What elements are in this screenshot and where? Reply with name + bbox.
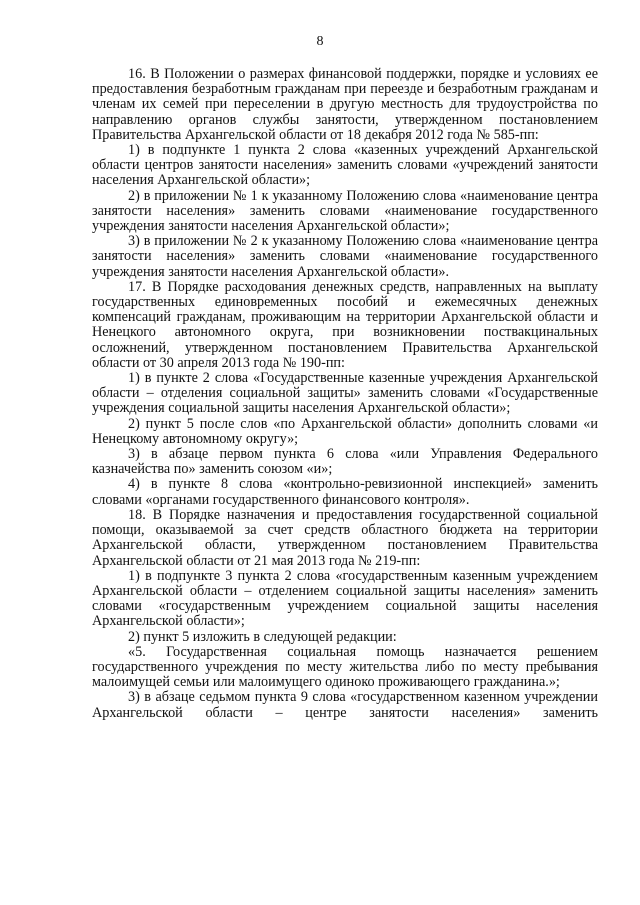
paragraph-17-item-3: 3) в абзаце первом пункта 6 слова «или Управления Федерального казначейства по» заменить союзом «и»;	[92, 446, 598, 478]
paragraph-17-item-1: 1) в пункте 2 слова «Государственные казенные учреждения Архангельской области – отделения социальной защиты» заменить словами «Государственные учреждения социальной защиты населения Архангельской области»;	[92, 370, 598, 417]
paragraph-17-item-2: 2) пункт 5 после слов «по Архангельской области» дополнить словами «и Ненецкому автономному округу»;	[92, 415, 598, 447]
paragraph-17-item-4: 4) в пункте 8 слова «контрольно-ревизионной инспекцией» заменить словами «органами государственного финансового контроля».	[92, 476, 598, 508]
paragraph-18-item-3: 3) в абзаце седьмом пункта 9 слова «государственном казенном учреждении Архангельской области – центре занятости населения» заменить	[92, 689, 598, 721]
paragraph-16-item-3: 3) в приложении № 2 к указанному Положению слова «наименование центра занятости населения» заменить словами «наименование государственного учреждения занятости населения Архангельской области».	[92, 233, 598, 280]
paragraph-18-quoted-text: «5. Государственная социальная помощь назначается решением государственного учреждения по месту жительства либо по месту пребывания малоимущей семьи или малоимущего одиноко проживающего гражданина.»;	[92, 643, 598, 691]
paragraph-16-intro: 16. В Положении о размерах финансовой поддержки, порядке и условиях ее предоставления безработным гражданам при переезде и безработным гражданам и членам их семей при переселении в другую местность для трудоустройства по направлению органов службы занятости, утвержденном постановлением Правительства Архангельской области от 18 декабря 2012 года № 585-пп:	[92, 66, 598, 143]
paragraph-16-item-1: 1) в подпункте 1 пункта 2 слова «казенных учреждений Архангельской области центров занятости населения» заменить словами «учреждений занятости населения Архангельской области»;	[92, 142, 598, 189]
paragraph-17-intro: 17. В Порядке расходования денежных средств, направленных на выплату государственных единовременных пособий и ежемесячных денежных компенсаций гражданам, проживающим на территории Архангельской области и Ненецкого автономного округа, при возникновении поствакцинальных осложнений, утвержденном постановлением Правительства Архангельской области от 30 апреля 2013 года № 190-пп:	[92, 278, 598, 371]
paragraph-18-item-2: 2) пункт 5 изложить в следующей редакции:	[128, 628, 397, 645]
document-body	[92, 67, 598, 721]
paragraph-16-item-2: 2) в приложении № 1 к указанному Положению слова «наименование центра занятости населения» заменить словами «наименование государственного учреждения занятости населения Архангельской области»;	[92, 187, 598, 235]
paragraph-18-intro: 18. В Порядке назначения и предоставления государственной социальной помощи, оказываемой за счет средств областного бюджета на территории Архангельской области, утвержденном постановлением Правительства Архангельской области от 21 мая 2013 года № 219-пп:	[92, 506, 598, 569]
paragraph-18-item-1: 1) в подпункте 3 пункта 2 слова «государственным казенным учреждением Архангельской области – отделением социальной защиты населения» заменить словами «государственным учреждением социальной защиты населения Архангельской области»;	[92, 567, 598, 630]
page-number: 8	[316, 34, 324, 49]
